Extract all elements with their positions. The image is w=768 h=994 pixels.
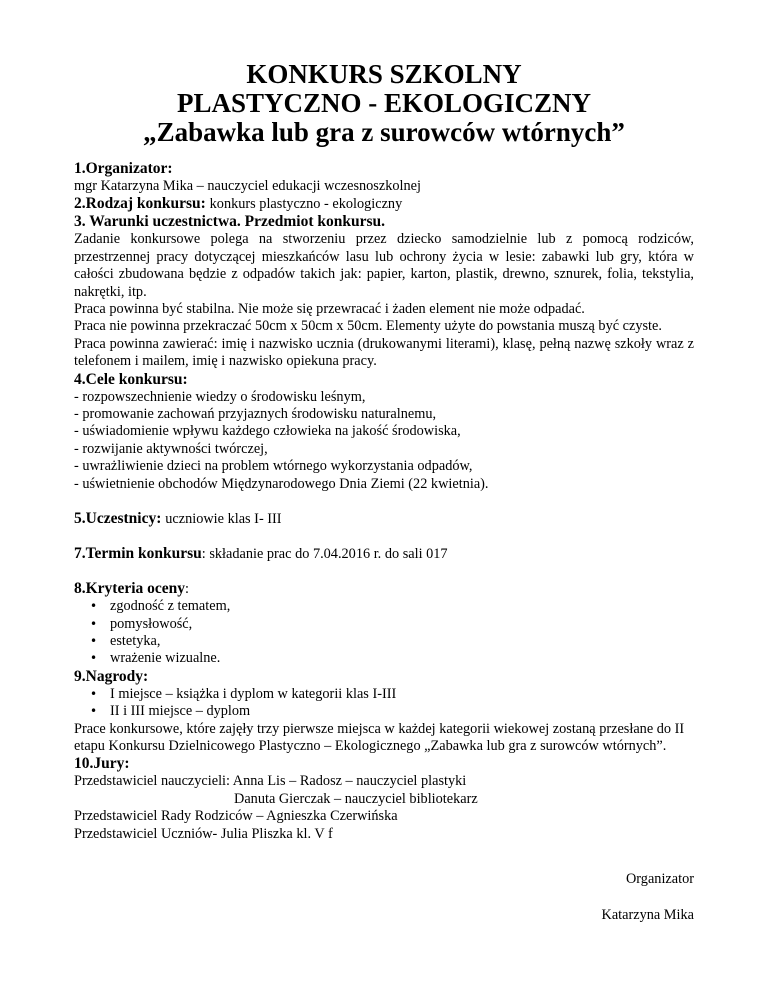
goal-item: - promowanie zachowań przyjaznych środowisku naturalnemu,: [74, 406, 437, 423]
criteria-item: • pomysłowość,: [74, 616, 694, 633]
section-9-text: Prace konkursowe, które zajęły trzy pierwsze miejsca w każdej kategorii wiekowej zostaną przesłane do II etapu Konkursu Dzielnicowego Plastyczno – Ekologicznego „Zabawka lub gra z surowców wtórnych”.: [74, 720, 685, 754]
goal-item: - uświetnienie obchodów Międzynarodowego Dnia Ziemi (22 kwietnia).: [74, 475, 489, 492]
goal-item: - rozpowszechnienie wiedzy o środowisku leśnym,: [74, 388, 366, 405]
jury-line-1: Przedstawiciel nauczycieli: Anna Lis – Radosz – nauczyciel plastyki: [74, 773, 467, 790]
prize-item: • II i III miejsce – dyplom: [74, 703, 694, 720]
criteria-list: [74, 598, 694, 668]
section-7: [74, 545, 694, 563]
document-body: [74, 160, 694, 843]
section-1-heading: 1.Organizator:: [74, 160, 173, 177]
section-4-heading: 4.Cele konkursu:: [74, 370, 188, 388]
section-2: [74, 195, 694, 213]
prize-item: • I miejsce – książka i dyplom w kategorii klas I-III: [74, 686, 694, 703]
criteria-item: • zgodność z tematem,: [74, 598, 694, 615]
title-line-1: KONKURS SZKOLNY: [246, 59, 522, 89]
section-8-heading-row: [74, 580, 694, 598]
section-10-heading: 10.Jury:: [74, 755, 130, 773]
criteria-item: • estetyka,: [74, 633, 694, 650]
section-5-heading: 5.Uczestnicy:: [74, 510, 162, 528]
section-8-heading: 8.Kryteria oceny: [74, 580, 186, 598]
section-3-paragraph-2: Praca powinna być stabilna. Nie może się przewracać i żaden element nie może odpadać.: [74, 301, 585, 318]
section-9-heading: 9.Nagrody:: [74, 667, 149, 685]
signature-name: Katarzyna Mika: [601, 907, 694, 923]
section-2-heading: 2.Rodzaj konkursu:: [74, 195, 206, 213]
section-5-text: uczniowie klas I- III: [165, 511, 282, 528]
section-1-text: mgr Katarzyna Mika – nauczyciel edukacji wczesnoszkolnej: [74, 178, 421, 194]
goal-item: - uświadomienie wpływu każdego człowieka na jakość środowiska,: [74, 423, 461, 440]
criteria-item: • wrażenie wizualne.: [74, 650, 694, 667]
section-2-text: konkurs plastyczno - ekologiczny: [209, 196, 403, 213]
section-3-paragraph-3: Praca nie powinna przekraczać 50cm x 50cm x 50cm. Elementy użyte do powstania muszą być czyste.: [74, 318, 662, 335]
goal-item: - rozwijanie aktywności twórczej,: [74, 440, 268, 457]
section-8-colon: :: [185, 581, 190, 598]
goal-item: - uwrażliwienie dzieci na problem wtórnego wykorzystania odpadów,: [74, 458, 473, 475]
jury-line-3: Przedstawiciel Rady Rodziców – Agnieszka Czerwińska: [74, 808, 398, 825]
signature-label: Organizator: [625, 871, 694, 887]
title-line-3: „Zabawka lub gra z surowców wtórnych”: [143, 117, 625, 147]
section-7-heading: 7.Termin konkursu: [74, 545, 202, 563]
section-3-paragraph-4: Praca powinna zawierać: imię i nazwisko ucznia (drukowanymi literami), klasę, pełną nazwę szkoły wraz z telefonem i mailem, imię i nazwisko opiekuna pracy.: [74, 335, 694, 370]
section-3-heading: 3. Warunki uczestnictwa. Przedmiot konkursu.: [74, 213, 386, 231]
goals-list: [74, 389, 694, 493]
jury-line-4: Przedstawiciel Uczniów- Julia Pliszka kl. V f: [74, 825, 333, 842]
jury-line-2: Danuta Gierczak – nauczyciel bibliotekarz: [234, 790, 478, 807]
section-5: [74, 510, 694, 528]
prizes-list: [74, 686, 694, 721]
section-3-paragraph-1: Zadanie konkursowe polega na stworzeniu przez dziecko samodzielnie lub z pomocą rodziców, przestrzennej pracy dotyczącej mieszkańców lasu lub ochrony życia w lesie: zabawki lub gry, która w całości zbudowana będzie z odpadów takich jak: papier, karton, plastik, drewno, sznurek, folia, tekstylia, nakrętki, itp.: [74, 231, 694, 300]
section-7-text: : składanie prac do 7.04.2016 r. do sali 017: [201, 546, 448, 563]
title-line-2: PLASTYCZNO - EKOLOGICZNY: [176, 88, 592, 118]
